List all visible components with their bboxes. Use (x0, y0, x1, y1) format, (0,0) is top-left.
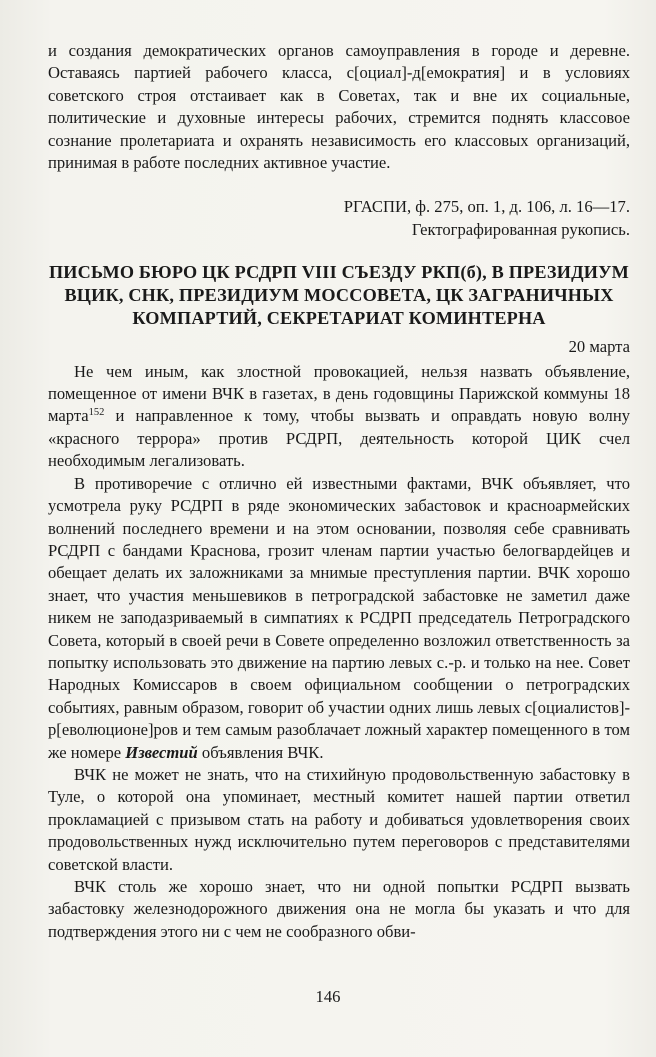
body-paragraph-1 (48, 361, 630, 473)
body-paragraph-2 (48, 473, 630, 764)
paragraph-2-text-start: В противоречие с отлично ей известными фактами, ВЧК объявляет, что усмотрела руку РСДРП в ряде экономических забастовок и красноармейских волнений последнего времени и на этом основании, позволяя себе сравнивать РСДРП с бандами Краснова, грозит членам партии участью белогвардейцев и обещает делать их заложниками за мнимые преступления партии. ВЧК хорошо знает, что участия меньшевиков в петроградской забастовке не заметил даже никем не заподазриваемый в симпатиях к РСДРП председатель Петроградского Совета, который в своей речи в Совете определенно возложил ответственность за попытку использовать это движение на партию левых с.-р. и только на нее. Совет Народных Комиссаров в своем официальном сообщении о петроградских событиях, равным образом, говорит об участии одних лишь левых с[оциалистов]-р[еволюционе]ров и тем самым разоблачает ложный характер помещенного в том же номере (48, 473, 630, 762)
paragraph-1-text-end: и направленное к тому, чтобы вызвать и оправдать новую волну «красного террора» против РСДРП, деятельность которой ЦИК счел необходимым легализовать. (48, 406, 630, 471)
document-date: 20 марта (568, 337, 630, 357)
newspaper-name: Известий (125, 742, 198, 762)
paragraph-1-text-start: Не чем иным, как злостной провокацией, нельзя назвать объявление, помещенное от имени ВЧК в газетах, в день годовщины Парижской коммуны 18 марта (48, 361, 630, 426)
intro-paragraph: и создания демократических органов самоуправления в городе и деревне. Оставаясь партией рабочего класса, с[оциал]-д[емократия] и в условиях советского строя отстаивает как в Советах, так и вне их социальные, политические и духовные интересы рабочих, стремится поднять классовое сознание пролетариата и охранять независимость его классовых организаций, принимая в работе последних активное участие. (48, 41, 630, 173)
source-note: Гектографированная рукопись. (411, 219, 630, 239)
footnote-marker: 152 (88, 407, 105, 419)
body-paragraph-3: ВЧК не может не знать, что на стихийную продовольственную забастовку в Туле, о которой она упоминает, местный комитет нашей партии ответил прокламацией с призывом стать на работу и добиваться удовлетворения своих продовольственных нужд исключительно путем переговоров с представителями советской власти. (48, 764, 630, 874)
page-number: 146 (315, 987, 341, 1006)
source-citation: РГАСПИ, ф. 275, оп. 1, д. 106, л. 16—17. (343, 197, 630, 217)
paragraph-2-text-end: объявления ВЧК. (197, 742, 324, 762)
document-title: ПИСЬМО БЮРО ЦК РСДРП VIII СЪЕЗДУ РКП(б), В ПРЕЗИДИУМ ВЦИК, СНК, ПРЕЗИДИУМ МОССОВЕТА, ЦК ЗАГРАНИЧНЫХ КОМПАРТИЙ, СЕКРЕТАРИАТ КОМИНТЕРНА (48, 262, 630, 329)
text-column (48, 40, 630, 943)
body-paragraph-4: ВЧК столь же хорошо знает, что ни одной попытки РСДРП вызвать забастовку железнодорожного движения она не могла бы указать и что для подтверждения этого ни с чем не сообразного обви- (48, 877, 630, 941)
